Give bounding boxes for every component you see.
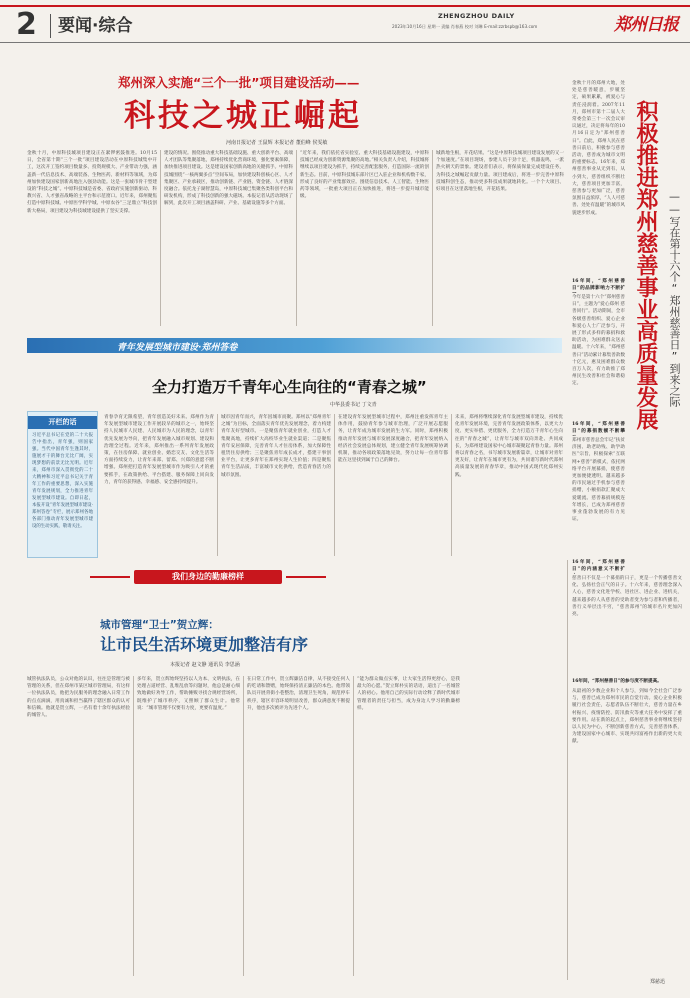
main-col-rule-2	[296, 150, 297, 326]
bottom-col-1: 城管执法队员，公众对他的认识，往往是管理与被管理的关系，但在郑州市某区城市管理局，有这样一位执法队员，他把为民服务的理念融入日常工作的点点滴滴，用真诚和担当赢得了辖区群众的认可和信赖。他就是贺立辉，一名有着十余年执法经验的城管人。	[27, 677, 130, 719]
youth-col-3: 在建设青年发展型城市过程中，郑州注重发挥青年主体作用，鼓励青年参与城市治理，广泛开展志愿服务，让青年成为城市发展的生力军。同时，郑州积极推动青年发展与城市发展深度融合，把青年发展纳入经济社会发展总体规划，建立健全青年发展统筹协调机制，推动各项政策落地见效，努力让每一位青年都能在这里找到属于自己的舞台。	[338, 415, 448, 464]
right-sub-4: 16年间，“郑州慈善日”的参与度不断提高。	[572, 679, 662, 684]
youth-col-1: 青春孕育无限希望，青年创造美好未来。郑州作为青年发展型城市建设工作开展较早的城市之一，始终坚持人民城市人民建、人民城市为人民的理念，以青年优先发展为导向，把青年发展融入城市规划、建设和治理全过程。近年来，郑州推出一系列青年发展政策，在住房保障、就业创业、婚恋交友、文化生活等方面持续发力，让青年来郑、留郑、兴郑的意愿不断增强。郑州把打造青年发展型城市作为吸引人才的重要抓手，在政策供给、平台搭建、服务保障上同向发力，青年的获得感、幸福感、安全感持续提升。	[104, 415, 214, 485]
kaiban-sidebar	[27, 411, 98, 558]
right-col-5: 从最初的少数企业和个人参与，到如今全社会广泛参与，慈善已成为郑州市民的自觉行动。爱心企业积极履行社会责任，志愿者队伍不断壮大，慈善力量在乡村振兴、疫情防控、防汛救灾等重大任务中发挥了重要作用。站在新的起点上，郑州慈善事业将继续坚持以人民为中心，不断创新慈善方式，完善慈善体系，为建设国家中心城市、实现共同富裕作出新的更大贡献。	[572, 689, 682, 745]
main-col-2: 建设的情况。围绕推动重大科技基础设施、重大创新平台、高端人才团队等集聚落地，郑州持续优化营商环境，强化要素保障，加快推进项目建设。这是建设国家创新高地的关键抓手。中原科技城围绕“一核两翼多点”空间布局，加快建设科创核心区、人才集聚区、产业承载区，推动创新链、产业链、资金链、人才链深度融合。依托龙子湖智慧岛，中原科技城已集聚各类科创平台和研发机构，形成了科技创新的强大磁场。本报记者从活动现场了解到，此次开工项目涵盖科研、产业、基础设施等多个方面。	[164, 151, 293, 207]
youth-col-rule-1	[217, 414, 218, 556]
bottom-byline: 本报记者 赵文静 通讯员 李思涵	[170, 662, 240, 668]
main-headline: 科技之城正崛起	[124, 98, 362, 134]
bottom-kicker: 城市管理“卫士”贺立辉：	[100, 619, 219, 631]
main-col-3: “近年来，我们依托省实验室、重大科技基础设施建设，中原科技城已经成为创新资源集聚的高地。”相关负责人介绍，科技城将继续以项目建设为抓手，持续完善配套服务，打造国际一流的创新生态。目前，中原科技城东部片区已入驻企业和机构数千家，形成了良好的产业集群效应。围绕信息技术、人工智能、生物医药等领域，一批重大项目正在加快推进，将进一步提升城市能级。	[300, 151, 429, 200]
main-col-rule-3	[432, 150, 433, 326]
right-col-4: 慈善日不仅是一个募捐的日子，更是一个传播慈善文化、弘扬社会正气的日子。十六年来，慈善理念深入人心，慈善文化进学校、进社区、进企业、进机关，越来越多的人从慈善的受助者变为参与者和传播者，善行义举层出不穷，“慈善郑州”的城市名片更加闪亮。	[572, 576, 682, 618]
right-col-2: 今年是第十六个“郑州慈善日”，主题为“爱心郑州 慈善同行”。活动期间，全市各级慈善组织、爱心企业和爱心人士广泛参与，开展了形式多样的募捐和救助活动，为困难群众送去温暖。十六年来，“郑州慈善日”活动累计募集善款数十亿元，惠及困难群众数百万人次，有力助推了郑州民生改善和社会和谐稳定。	[572, 295, 625, 387]
main-col-rule-1	[160, 150, 161, 326]
main-kicker: 郑州深入实施“三个一批”项目建设活动——	[118, 75, 360, 90]
bottom-col-rule-3	[353, 676, 354, 976]
right-headline: 积极推进郑州慈善事业高质量发展	[633, 100, 658, 430]
bottom-banner-right-rule	[286, 576, 326, 578]
right-sub-3: 16年间，“郑州慈善日”的内涵意义不断扩	[572, 560, 625, 573]
section-title: 要闻·综合	[58, 16, 133, 36]
date-line: 2023年10月16日 星期一 责编 肖春燕 校对 刘琳 E-mail:zzrbspb@163.com	[392, 24, 538, 29]
right-col-1: 金秋十月的郑州大地，处处是慈善暖意，步履坚定，硕果累累，被爱心与责任浸润着。2007年11月，郑州市第十二届人大常委会第三十一次会议审议通过，决定将每年的10月16日定为“郑州慈善日”。自此，郑州人民在慈善日前后，积极参与慈善活动，慈善成为城市文明的重要标志。16年来，郑州慈善事业从无到有、从小到大，慈善组织不断壮大，慈善项目更加丰富，慈善参与更加广泛，慈善氛围日益浓厚，“人人可慈善、处处有温暖”的城市风貌逐步形成。	[572, 81, 625, 216]
kaiban-text: 习近平总书记在党的二十大报告中指出，青年强，则国家强。当代中国青年生逢其时，施展才干的舞台无比广阔，实现梦想的前景无比光明。近年来，郑州市深入贯彻党的二十大精神和习近平总书记关于青年工作的重要思想，深入实施青年发展规划，全力推进青年发展型城市建设。自即日起，本报开设“青年发展型城市建设·郑州答卷”专栏，展示郑州各地各部门推动青年发展型城市建设的生动实践，敬请关注。	[32, 433, 93, 529]
bottom-banner-label: 我们身边的勤廉榜样	[134, 570, 282, 584]
masthead	[0, 0, 690, 44]
youth-banner-label: 青年发展型城市建设·郑州答卷	[117, 343, 238, 353]
youth-col-4: 未来，郑州将继续深化青年发展型城市建设，持续优化青年发展环境，完善青年发展政策体系，以更大力度、更实举措、更优服务，全力打造万千青年心生向往的“青春之城”，让青年与城市双向奔赴、共同成长，为郑州建设国家中心城市凝聚起青春力量。郑州将以青春之名，书写城市发展新篇章，让城市对青年更友好，让青年在城市更有为，共同谱写新时代郑州高质量发展的青春华章，推动中国式现代化郑州实践。	[455, 415, 563, 478]
right-col-3: 郑州市慈善总会牢记“扶贫济困、助老助残、助学助医”宗旨，积极探索“互联网+慈善”新模式，依托网络平台开展募捐，使慈善更加便捷透明。越来越多的市民通过手机参与慈善捐赠，小额捐款汇聚成大爱暖流。慈善募捐规模连年增长，已成为郑州慈善事业蓬勃发展的有力见证。	[572, 438, 625, 523]
logo-text: 郑州日报	[614, 15, 678, 35]
page-number: 2	[16, 7, 37, 42]
youth-byline: 中华县委书记 丁文青	[330, 402, 377, 408]
youth-banner	[27, 338, 562, 353]
right-sub-2: 16年间，“郑州慈善日”的募捐数额不断攀	[572, 422, 625, 435]
right-author: 郑慈迅	[650, 979, 666, 985]
masthead-red-rule	[0, 5, 690, 7]
bottom-col-3: 在日常工作中，贺立辉廉洁自律，从不接受任何人的吃请和馈赠，始终保持清正廉洁的本色。他带领队员开展背街小巷整治，清理卫生死角，规范停车秩序，辖区市容环境明显改善，群众满意度不断提升，他也多次被评为先进个人。	[247, 677, 350, 711]
right-subtitle: ——写在第十六个“郑州慈善日”到来之际	[668, 190, 681, 407]
bottom-col-rule-2	[243, 676, 244, 976]
bottom-banner-left-rule	[90, 576, 130, 578]
right-sub-1: 16年间，“郑州慈善日”的品牌影响力不断扩	[572, 279, 625, 292]
page-right-divider	[567, 560, 568, 980]
main-byline: 河南日报记者 王鼠辉 本报记者 董伯峰 侯雯敏	[226, 140, 328, 146]
section-divider	[50, 14, 51, 38]
youth-col-2: 城市因青年而兴，青年因城市而聚。郑州以“郑州青年之城”为目标，全面落实青年优先发展理念，着力构建青年友好型城市。一是聚焦青年就业创业，打造人才集聚高地，持续扩大高校毕业生就业渠道；二是聚焦青年安居保障，完善青年人才住房体系，加大保障性租赁住房供给；三是聚焦青年成长成才，搭建干事创业平台，让更多青年在郑州实现人生价值；四是聚焦青年生活品质，丰富城市文化供给，营造青春活力的城市氛围。	[221, 415, 331, 478]
youth-headline: 全力打造万千青年心生向往的“青春之城”	[152, 378, 427, 396]
main-col-4: 城新地生根，开花结果。“这是中原科技城项目建设发展的又一个加速度。”在项目现场，参建人员干劲十足，机器轰鸣，一派热火朝天的景象。建设者们表示，将保质保量完成建设任务，为科技之城崛起贡献力量。项目建成后，将进一步完善中原科技城科创生态，推动更多科技成果就地转化。一个个大项目、好项目在这里落地生根，开花结果。	[436, 151, 564, 193]
bottom-banner	[90, 570, 326, 584]
kaiban-label: 开栏的话	[28, 416, 97, 429]
youth-col-rule-2	[334, 414, 335, 556]
bottom-col-4: “能为群众做点实事，让大家生活得更舒心，是我最大的心愿。”贺立辉朴实的话语，道出了一名城管人的初心。他用自己的实际行动诠释了新时代城市管理者的责任与担当，成为身边人学习的勤廉榜样。	[357, 677, 460, 711]
main-col-1: 金秋十月，中原科技城项目建设正在紧锣密鼓推进。10月15日，全省第十期“三个一批”项目建设活动在中原科技城集中开工，这次开工签约项目数量多、投资规模大、产业带动力强，涵盖新一代信息技术、高端装备、生物医药、新材料等领域，为郑州加快建设国家创新高地注入强劲动能。这是一张城市骨干型建设的“科技之城”。中原科技城是省委、省政府实施创新驱动、科教兴省、人才强省战略的主平台和示范窗口。近年来，郑州聚焦打造中原科技城、中原医学科学城、中原农谷“三足鼎立”科技创新大格局，项目建设为科技城建设提供了坚实支撑。	[27, 151, 157, 214]
youth-col-rule-3	[451, 414, 452, 556]
edition-en: ZHENGZHOU DAILY	[438, 12, 515, 20]
bottom-col-2: 多年来，贺立辉始终坚持以人为本、文明执法，在处理占道经营、乱堆乱放等问题时，他总是耐心细致地做好劝导工作，帮助摊贩寻找合规经营场所，既维护了城市秩序，又照顾了群众生计。他常说：“城市管理不仅要有力度，更要有温度。”	[137, 677, 240, 711]
masthead-bottom-rule	[0, 42, 690, 43]
bottom-headline: 让市民生活环境更加整洁有序	[100, 635, 309, 654]
bottom-col-rule-1	[133, 676, 134, 976]
